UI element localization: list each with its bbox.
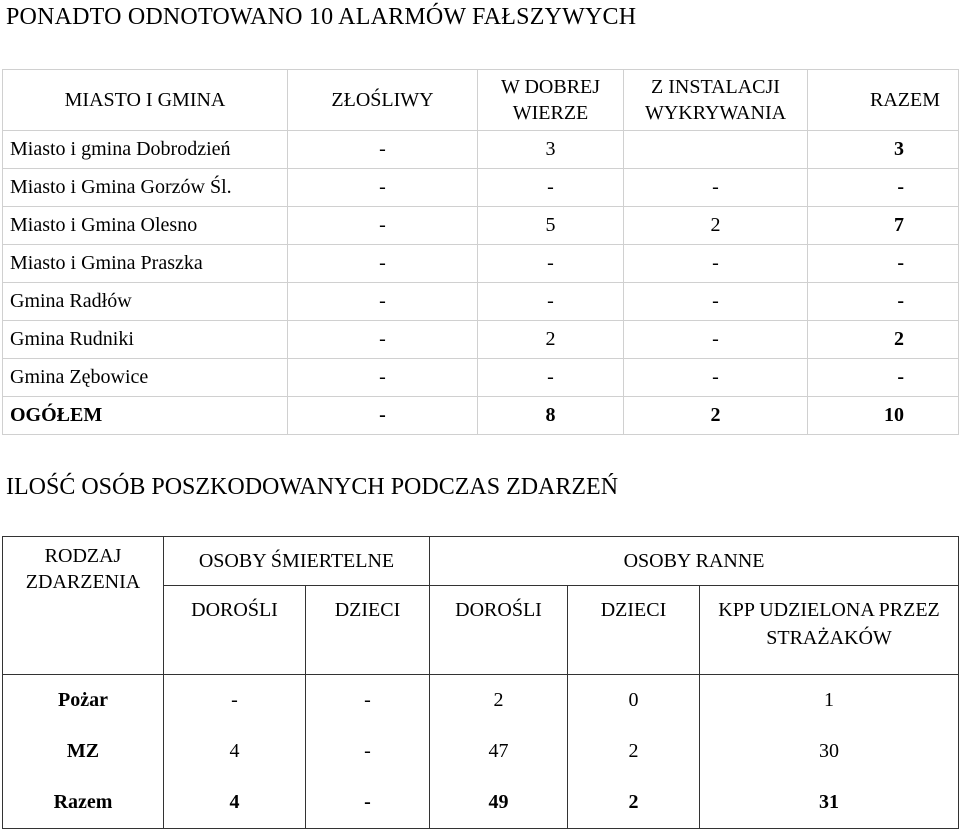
malicious-cell: - <box>288 283 478 321</box>
municipality-cell: Gmina Rudniki <box>3 321 288 359</box>
col-header-municipality: MIASTO I GMINA <box>3 70 288 131</box>
total-cell: 10 <box>808 397 959 435</box>
total-cell: 3 <box>808 131 959 169</box>
total-cell: - <box>808 359 959 397</box>
table-row <box>3 726 959 777</box>
malicious-cell: - <box>288 245 478 283</box>
detection-cell: - <box>624 245 808 283</box>
col-header-fatalities: OSOBY ŚMIERTELNE <box>164 537 430 586</box>
col-header-malicious: ZŁOŚLIWY <box>288 70 478 131</box>
good-faith-cell: - <box>478 245 624 283</box>
municipality-cell: Miasto i Gmina Praszka <box>3 245 288 283</box>
table-header-row <box>3 70 959 131</box>
table-row <box>3 777 959 829</box>
good-faith-cell: 8 <box>478 397 624 435</box>
table-row <box>3 169 959 207</box>
table-row <box>3 207 959 245</box>
detection-cell: - <box>624 321 808 359</box>
dead-children-cell: - <box>306 726 430 777</box>
malicious-cell: - <box>288 169 478 207</box>
col-header-dead-children: DZIECI <box>306 586 430 675</box>
injured-children-cell: 2 <box>568 777 700 829</box>
table-row <box>3 675 959 727</box>
good-faith-cell: 5 <box>478 207 624 245</box>
injured-children-cell: 0 <box>568 675 700 727</box>
col-header-injured-children: DZIECI <box>568 586 700 675</box>
municipality-cell: Miasto i Gmina Olesno <box>3 207 288 245</box>
injured-children-cell: 2 <box>568 726 700 777</box>
total-cell: - <box>808 283 959 321</box>
municipality-cell: Miasto i Gmina Gorzów Śl. <box>3 169 288 207</box>
good-faith-cell: - <box>478 283 624 321</box>
col-header-total: RAZEM <box>808 70 959 131</box>
municipality-cell: Miasto i gmina Dobrodzień <box>3 131 288 169</box>
good-faith-cell: 2 <box>478 321 624 359</box>
detection-cell <box>624 131 808 169</box>
municipality-cell: OGÓŁEM <box>3 397 288 435</box>
good-faith-cell: - <box>478 359 624 397</box>
detection-cell: - <box>624 169 808 207</box>
injured-adults-cell: 2 <box>430 675 568 727</box>
table-row <box>3 359 959 397</box>
casualties-heading: ILOŚĆ OSÓB POSZKODOWANYCH PODCZAS ZDARZEŃ <box>6 474 619 500</box>
good-faith-cell: 3 <box>478 131 624 169</box>
detection-cell: - <box>624 359 808 397</box>
dead-adults-cell: 4 <box>164 777 306 829</box>
table-row <box>3 321 959 359</box>
col-header-first-aid: KPP UDZIELONA PRZEZ STRAŻAKÓW <box>700 586 959 675</box>
total-cell: - <box>808 245 959 283</box>
dead-children-cell: - <box>306 777 430 829</box>
dead-adults-cell: 4 <box>164 726 306 777</box>
event-type-cell: MZ <box>3 726 164 777</box>
table-total-row <box>3 397 959 435</box>
good-faith-cell: - <box>478 169 624 207</box>
total-cell: 7 <box>808 207 959 245</box>
col-header-injured-adults: DOROŚLI <box>430 586 568 675</box>
malicious-cell: - <box>288 397 478 435</box>
total-cell: - <box>808 169 959 207</box>
col-header-good-faith: W DOBREJ WIERZE <box>478 70 624 131</box>
col-header-event-type: RODZAJ ZDARZENIA <box>3 537 164 675</box>
municipality-cell: Gmina Zębowice <box>3 359 288 397</box>
detection-cell: 2 <box>624 397 808 435</box>
event-type-cell: Pożar <box>3 675 164 727</box>
malicious-cell: - <box>288 359 478 397</box>
injured-adults-cell: 49 <box>430 777 568 829</box>
dead-adults-cell: - <box>164 675 306 727</box>
dead-children-cell: - <box>306 675 430 727</box>
malicious-cell: - <box>288 131 478 169</box>
total-cell: 2 <box>808 321 959 359</box>
table-row <box>3 283 959 321</box>
malicious-cell: - <box>288 321 478 359</box>
first-aid-cell: 1 <box>700 675 959 727</box>
event-type-cell: Razem <box>3 777 164 829</box>
municipality-cell: Gmina Radłów <box>3 283 288 321</box>
table-row <box>3 245 959 283</box>
table-header-row <box>3 537 959 586</box>
first-aid-cell: 30 <box>700 726 959 777</box>
malicious-cell: - <box>288 207 478 245</box>
detection-cell: - <box>624 283 808 321</box>
first-aid-cell: 31 <box>700 777 959 829</box>
false-alarms-heading: PONADTO ODNOTOWANO 10 ALARMÓW FAŁSZYWYCH <box>6 4 637 30</box>
casualties-table <box>2 536 959 829</box>
col-header-dead-adults: DOROŚLI <box>164 586 306 675</box>
col-header-injured: OSOBY RANNE <box>430 537 959 586</box>
table-row <box>3 131 959 169</box>
col-header-detection: Z INSTALACJI WYKRYWANIA <box>624 70 808 131</box>
injured-adults-cell: 47 <box>430 726 568 777</box>
detection-cell: 2 <box>624 207 808 245</box>
false-alarms-table <box>2 69 959 435</box>
